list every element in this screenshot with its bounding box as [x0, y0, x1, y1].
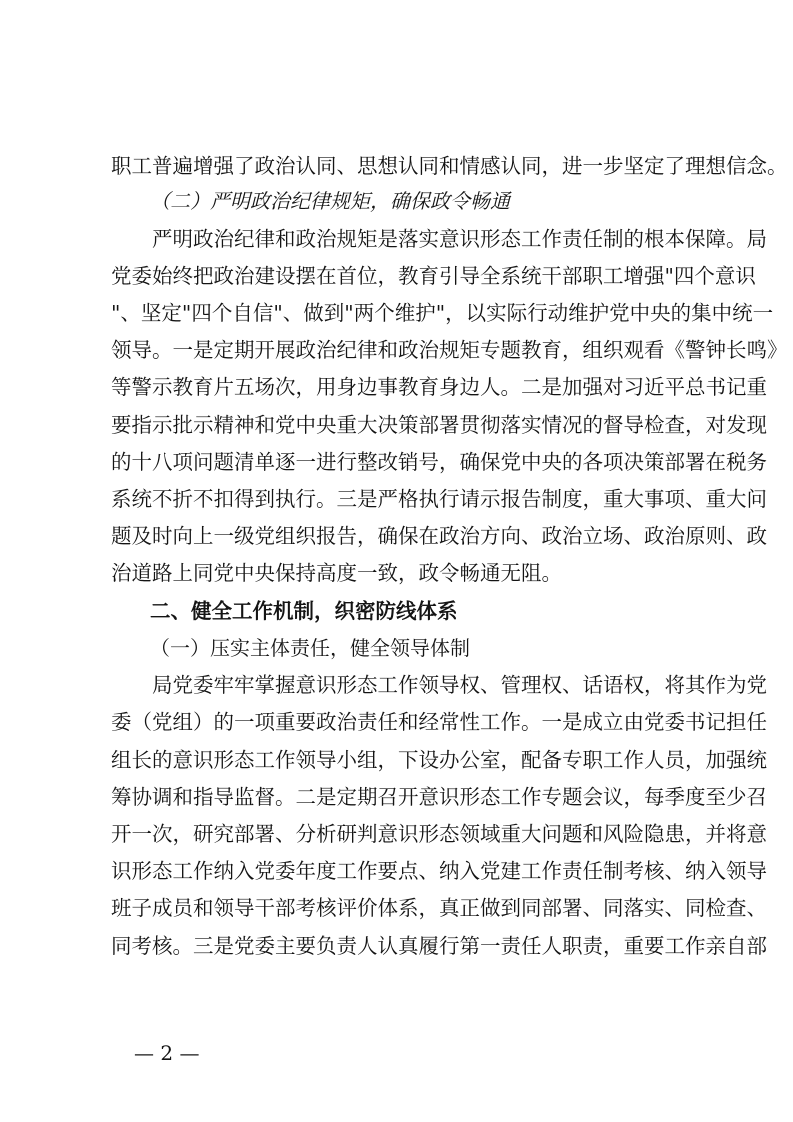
paragraph-line: 局党委牢牢掌握意识形态工作领导权、管理权、话语权，将其作为党	[111, 673, 767, 697]
paragraph-line: 要指示批示精神和党中央重大决策部署贯彻落实情况的督导检查，对发现	[111, 413, 767, 437]
paragraph-line: 治道路上同党中央保持高度一致，政令畅通无阻。	[111, 561, 562, 585]
paragraph-line: 同考核。三是党委主要负责人认真履行第一责任人职责，重要工作亲自部	[111, 934, 767, 958]
subsection-heading: （一）压实主体责任，健全领导体制	[150, 636, 470, 660]
paragraph-line: "、坚定"四个自信"、做到"两个维护"，以实际行动维护党中央的集中统一	[111, 301, 774, 325]
paragraph-line: 开一次，研究部署、分析研判意识形态领域重大问题和风险隐患，并将意	[111, 822, 767, 846]
page-number: — 2 —	[134, 1041, 200, 1065]
paragraph-line: 严明政治纪律和政治规矩是落实意识形态工作责任制的根本保障。局	[111, 227, 767, 251]
paragraph-line: 等警示教育片五场次，用身边事教育身边人。二是加强对习近平总书记重	[111, 375, 767, 399]
paragraph-line: 的十八项问题清单逐一进行整改销号，确保党中央的各项决策部署在税务	[111, 450, 767, 474]
subsection-heading: （二）严明政治纪律规矩，确保政令畅通	[150, 189, 510, 213]
paragraph-line: 筹协调和指导监督。二是定期召开意识形态工作专题会议，每季度至少召	[111, 785, 767, 809]
paragraph-line: 委（党组）的一项重要政治责任和经常性工作。一是成立由党委书记担任	[111, 710, 767, 734]
paragraph-line: 职工普遍增强了政治认同、思想认同和情感认同，进一步坚定了理想信念。	[111, 154, 788, 178]
paragraph-line: 系统不折不扣得到执行。三是严格执行请示报告制度，重大事项、重大问	[111, 487, 767, 511]
paragraph-line: 题及时向上一级党组织报告，确保在政治方向、政治立场、政治原则、政	[111, 524, 767, 548]
paragraph-line: 领导。一是定期开展政治纪律和政治规矩专题教育，组织观看《警钟长鸣》	[111, 338, 788, 362]
section-heading: 二、健全工作机制，织密防线体系	[150, 599, 458, 623]
paragraph-line: 识形态工作纳入党委年度工作要点、纳入党建工作责任制考核、纳入领导	[111, 859, 767, 883]
paragraph-line: 组长的意识形态工作领导小组，下设办公室，配备专职工作人员，加强统	[111, 748, 767, 772]
paragraph-line: 班子成员和领导干部考核评价体系，真正做到同部署、同落实、同检查、	[111, 896, 767, 920]
paragraph-line: 党委始终把政治建设摆在首位，教育引导全系统干部职工增强"四个意识	[111, 264, 756, 288]
